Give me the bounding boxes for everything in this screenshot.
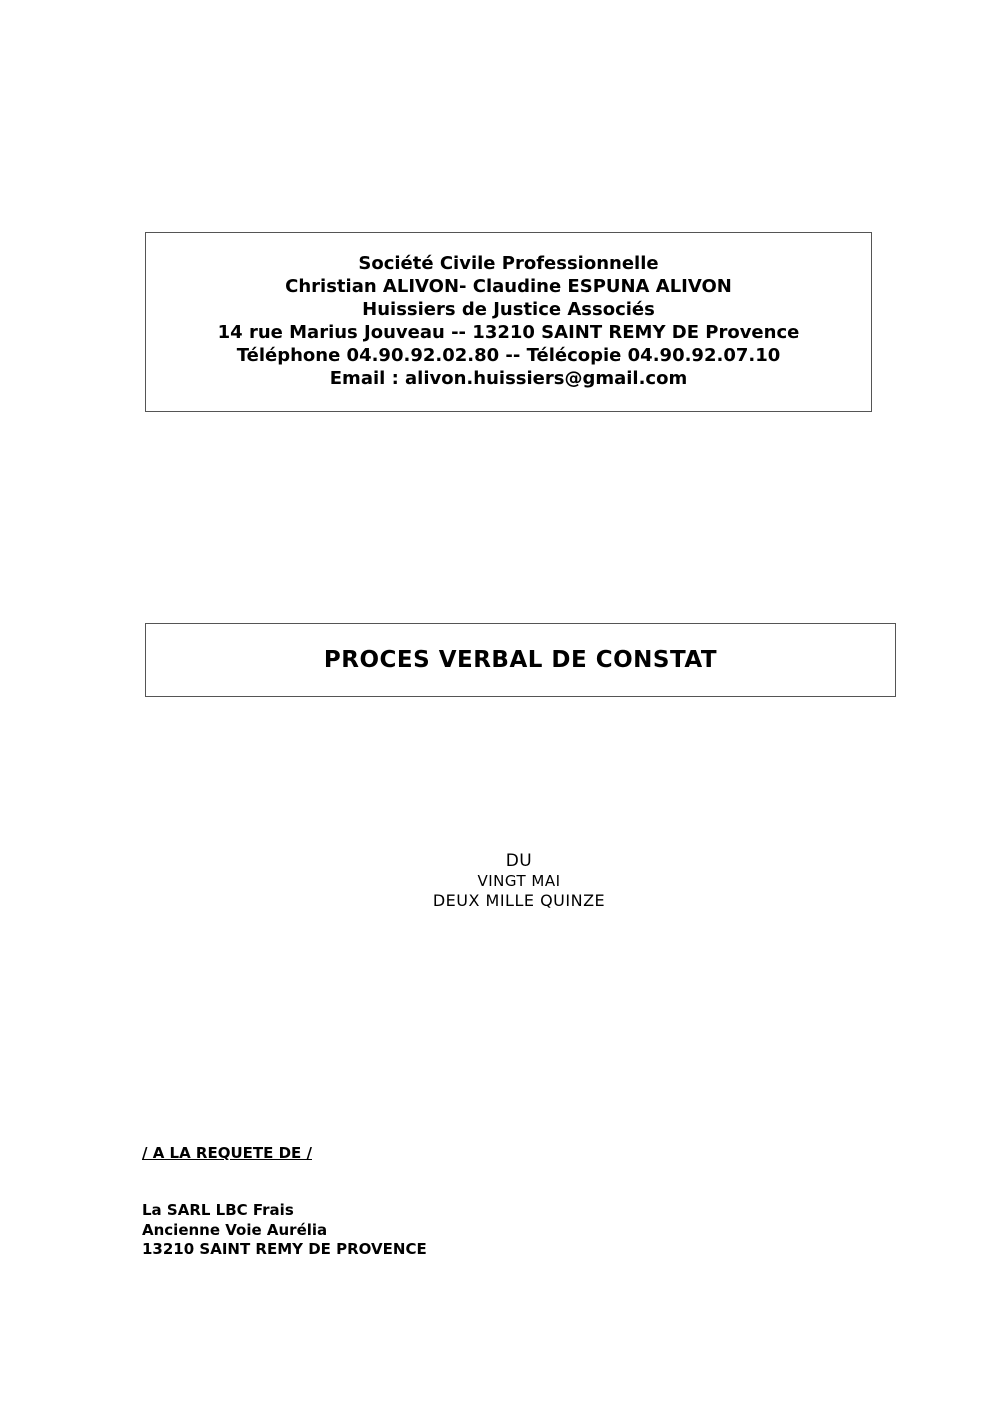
requete-heading: / A LA REQUETE DE / (142, 1144, 312, 1162)
firm-header-box (145, 232, 872, 412)
firm-email: Email : alivon.huissiers@gmail.com (329, 368, 688, 389)
client-street: Ancienne Voie Aurélia (142, 1220, 328, 1239)
firm-type: Société Civile Professionnelle (358, 253, 659, 274)
client-city: 13210 SAINT REMY DE PROVENCE (142, 1240, 427, 1258)
document-title-box (145, 623, 896, 697)
client-name: La SARL LBC Frais (142, 1201, 294, 1219)
date-day-month: VINGT MAI (477, 872, 561, 890)
firm-address: 14 rue Marius Jouveau -- 13210 SAINT REMY DE Provence (217, 322, 800, 343)
date-block (145, 851, 893, 911)
client-address-block (142, 1201, 427, 1260)
date-year: DEUX MILLE QUINZE (432, 891, 606, 910)
date-prefix: DU (505, 851, 533, 871)
firm-profession: Huissiers de Justice Associés (362, 299, 655, 320)
document-title: PROCES VERBAL DE CONSTAT (323, 647, 718, 673)
firm-phone-fax: Téléphone 04.90.92.02.80 -- Télécopie 04.90.92.07.10 (236, 345, 781, 366)
firm-partners: Christian ALIVON- Claudine ESPUNA ALIVON (285, 276, 732, 297)
